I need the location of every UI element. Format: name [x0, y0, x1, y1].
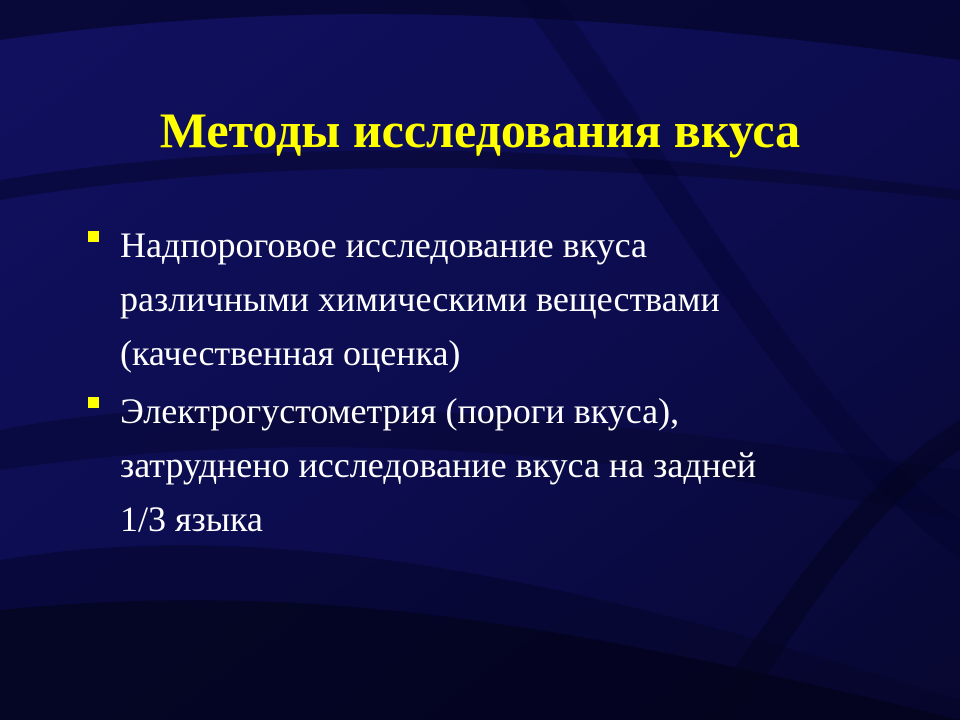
- bullet-line: (качественная оценка): [120, 333, 461, 373]
- square-bullet-icon: [88, 397, 99, 408]
- square-bullet-icon: [88, 231, 99, 242]
- bullet-line: Электрогустометрия (пороги вкуса),: [120, 391, 680, 431]
- bullet-list: [88, 218, 888, 550]
- bullet-item: [88, 218, 888, 380]
- bullet-line: Надпороговое исследование вкуса: [120, 225, 647, 265]
- bullet-line: 1/3 языка: [120, 499, 263, 539]
- bullet-line: затруднено исследование вкуса на задней: [120, 445, 757, 485]
- slide-title: Методы исследования вкуса: [159, 102, 801, 158]
- bullet-item: [88, 384, 888, 546]
- bullet-line: различными химическими веществами: [120, 279, 720, 319]
